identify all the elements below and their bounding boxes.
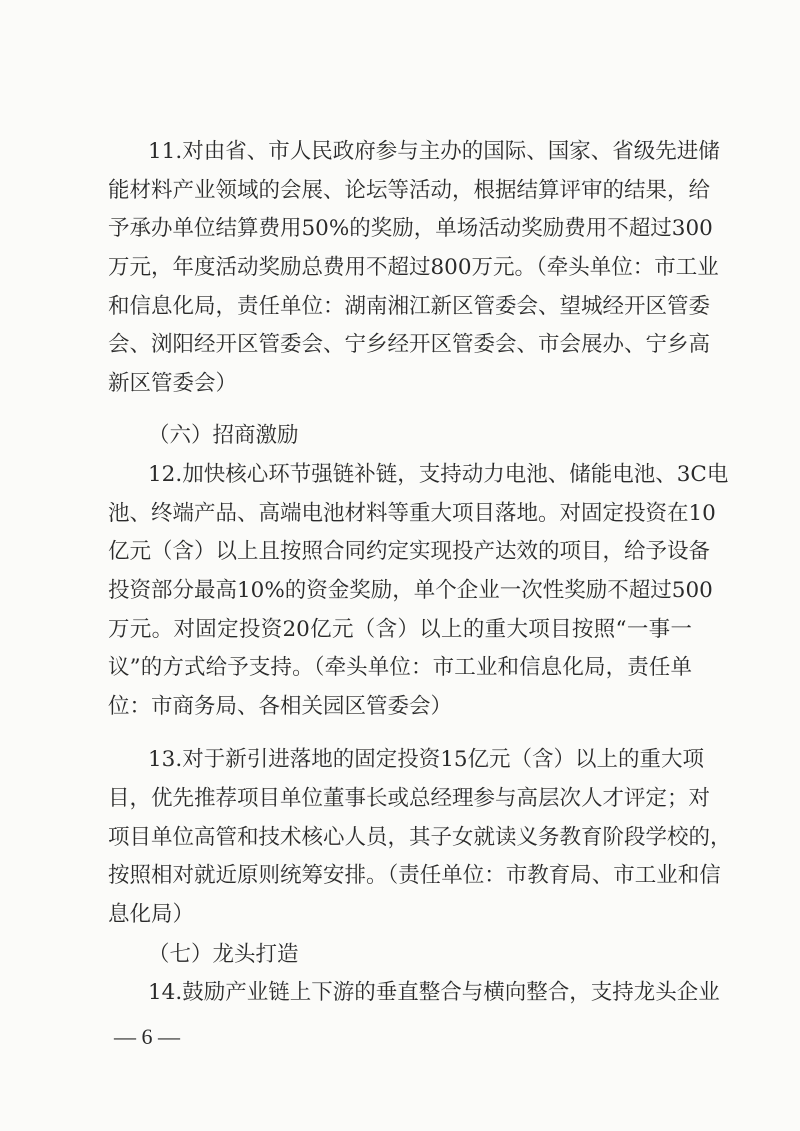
text-line: 按照相对就近原则统筹安排。（责任单位：市教育局、市工业和信 (108, 863, 721, 888)
section-heading-seven: （七）龙头打造 (148, 942, 299, 967)
text-line: 12.加快核心环节强链补链，支持动力电池、储能电池、3C电 (148, 462, 729, 487)
section-heading-six: （六）招商激励 (148, 423, 299, 448)
text-line: 目，优先推荐项目单位董事长或总经理参与高层次人才评定；对 (108, 786, 711, 811)
text-line: 位：市商务局、各相关园区管委会） (108, 694, 453, 719)
text-line: 万元。对固定投资20亿元（含）以上的重大项目按照“一事一 (108, 617, 692, 642)
text-line: 项目单位高管和技术核心人员，其子女就读义务教育阶段学校的， (108, 825, 732, 850)
text-line: 投资部分最高10%的资金奖励，单个企业一次性奖励不超过500 (108, 578, 713, 603)
text-line: 池、终端产品、高端电池材料等重大项目落地。对固定投资在10 (108, 501, 716, 526)
text-line: 万元，年度活动奖励总费用不超过800万元。（牵头单位：市工业 (108, 255, 719, 280)
text-line: 新区管委会） (108, 371, 238, 396)
text-line: 13.对于新引进落地的固定投资15亿元（含）以上的重大项 (148, 747, 705, 772)
text-line: 议”的方式给予支持。（牵头单位：市工业和信息化局，责任单 (108, 655, 692, 680)
text-line: 14.鼓励产业链上下游的垂直整合与横向整合，支持龙头企业 (148, 980, 720, 1005)
text-line: 息化局） (108, 902, 195, 927)
text-line: 能材料产业领域的会展、论坛等活动，根据结算评审的结果，给 (108, 178, 711, 203)
text-line: 会、浏阳经开区管委会、宁乡经开区管委会、市会展办、宁乡高 (108, 332, 711, 357)
page-number: — 6 — (114, 1024, 180, 1049)
text-line: 亿元（含）以上且按照合同约定实现投产达效的项目，给予设备 (108, 539, 711, 564)
text-line: 11.对由省、市人民政府参与主办的国际、国家、省级先进储 (148, 139, 720, 164)
text-line: 和信息化局，责任单位：湖南湘江新区管委会、望城经开区管委 (108, 294, 711, 319)
text-line: 予承办单位结算费用50%的奖励，单场活动奖励费用不超过300 (108, 216, 713, 241)
